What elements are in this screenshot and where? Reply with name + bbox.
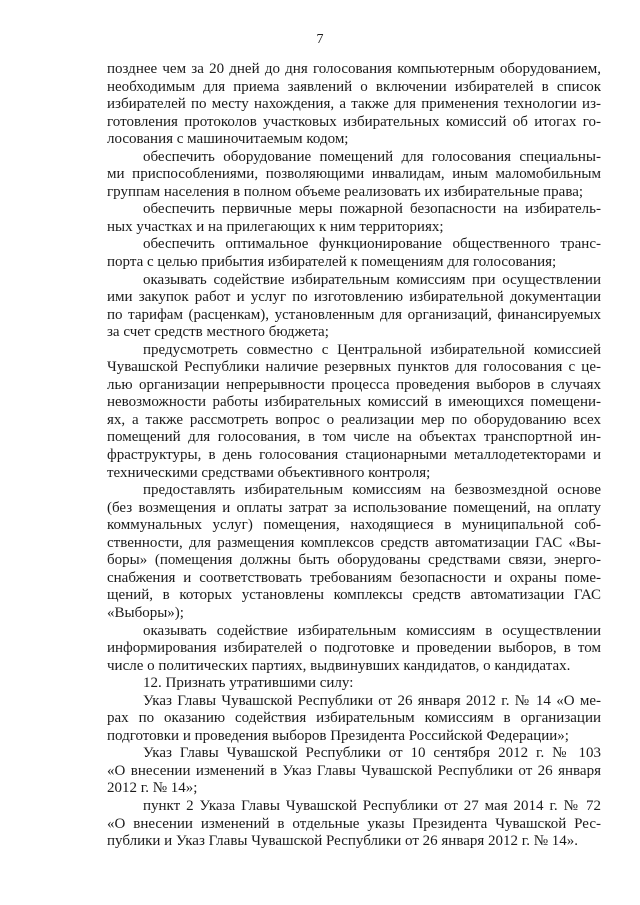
text-line: лосования с машиночитаемым кодом;: [107, 131, 349, 148]
text-line: обеспечить первичные меры пожарной безопасности на избиратель-: [143, 201, 601, 218]
text-line: числе о политических партиях, выдвинувших кандидатов, о кандидатах.: [107, 657, 571, 674]
text-line: оказывать содействие избирательным комиссиям в осуществлении: [143, 622, 601, 639]
document-body: [107, 61, 601, 851]
text-line: подготовки и проведения выборов Президента Российской Федерации»;: [107, 727, 569, 744]
text-line: невозможности работы избирательных комиссий в имеющихся помещени-: [107, 394, 601, 411]
text-line: позднее чем за 20 дней до дня голосования компьютерным оборудованием,: [107, 61, 601, 77]
text-line: оказывать содействие избирательным комиссиям при осуществлении: [143, 271, 601, 288]
text-line: ях, а также рассмотреть вопрос о реализации мер по оборудованию всех: [107, 411, 601, 428]
text-line: фраструктуры, в день голосования стационарными металлодетекторами и: [107, 447, 601, 464]
text-line: группам населения в полном объеме реализовать их избирательные права;: [107, 183, 584, 200]
text-line: «О внесении изменений в отдельные указы Президента Чувашской Рес-: [107, 815, 601, 832]
text-line: ственности, для размещения комплексов средств автоматизации ГАС «Вы-: [107, 534, 601, 551]
text-line: по тарифам (расценкам), установленным для организаций, финансируемых: [107, 306, 601, 323]
text-line: лью организации непрерывности процесса проведения выборов в случаях: [107, 376, 601, 393]
text-line: информирования избирателей о подготовке и проведении выборов, в том: [107, 640, 601, 657]
text-line: обеспечить оптимальное функционирование общественного транс-: [143, 236, 601, 253]
text-line: обеспечить оборудование помещений для голосования специальны-: [143, 148, 601, 165]
page-number: 7: [316, 32, 324, 47]
text-line: предусмотреть совместно с Центральной избирательной комиссией: [143, 341, 601, 358]
text-line: избирателей по месту нахождения, а также для применения технологии из-: [107, 96, 601, 113]
text-line: пункт 2 Указа Главы Чувашской Республики от 27 мая 2014 г. № 72: [143, 797, 601, 814]
text-line: ими закупок работ и услуг по изготовлению избирательной документации: [107, 289, 601, 306]
text-line: Указ Главы Чувашской Республики от 10 сентября 2012 г. № 103: [143, 745, 601, 762]
text-line: ных участках и на прилегающих к ним территориях;: [107, 218, 444, 235]
text-line: техническими средствами объективного контроля;: [107, 464, 431, 481]
text-line: «Выборы»);: [107, 604, 184, 621]
text-line: публики и Указ Главы Чувашской Республики от 26 января 2012 г. № 14».: [107, 833, 579, 850]
text-line: Чувашской Республики наличие резервных пунктов для голосования с це-: [107, 359, 601, 376]
text-line: ми приспособлениями, позволяющими инвалидам, иным маломобильным: [107, 166, 601, 183]
text-line: рах по оказанию содействия избирательным комиссиям в организации: [107, 710, 601, 727]
text-line: предоставлять избирательным комиссиям на безвозмездной основе: [143, 482, 601, 499]
text-line: (без возмещения и оплаты затрат за использование помещений, на оплату: [107, 499, 601, 516]
text-line: снабжения и соответствовать требованиям безопасности и охраны поме-: [107, 569, 601, 586]
text-line: 12. Признать утратившими силу:: [143, 675, 354, 692]
text-line: необходимым для приема заявлений о включении избирателей в список: [107, 78, 601, 95]
text-line: Указ Главы Чувашской Республики от 26 января 2012 г. № 14 «О ме-: [143, 692, 601, 709]
text-line: коммунальных услуг) помещения, находящиеся в муниципальной соб-: [107, 517, 601, 534]
text-line: «О внесении изменений в Указ Главы Чувашской Республики от 26 января: [107, 762, 601, 779]
text-line: помещений для голосования, в том числе на объектах транспортной ин-: [107, 429, 601, 446]
text-line: боры» (помещения должны быть оборудованы средствами связи, энерго-: [107, 552, 601, 569]
text-line: 2012 г. № 14»;: [107, 780, 198, 797]
text-line: за счет средств местного бюджета;: [107, 324, 329, 341]
text-line: порта с целью прибытия избирателей к помещениям для голосования;: [107, 254, 557, 271]
text-line: готовления протоколов участковых избирательных комиссий об итогах го-: [107, 113, 601, 130]
text-line: щений, в которых установлены комплексы средств автоматизации ГАС: [107, 587, 601, 604]
